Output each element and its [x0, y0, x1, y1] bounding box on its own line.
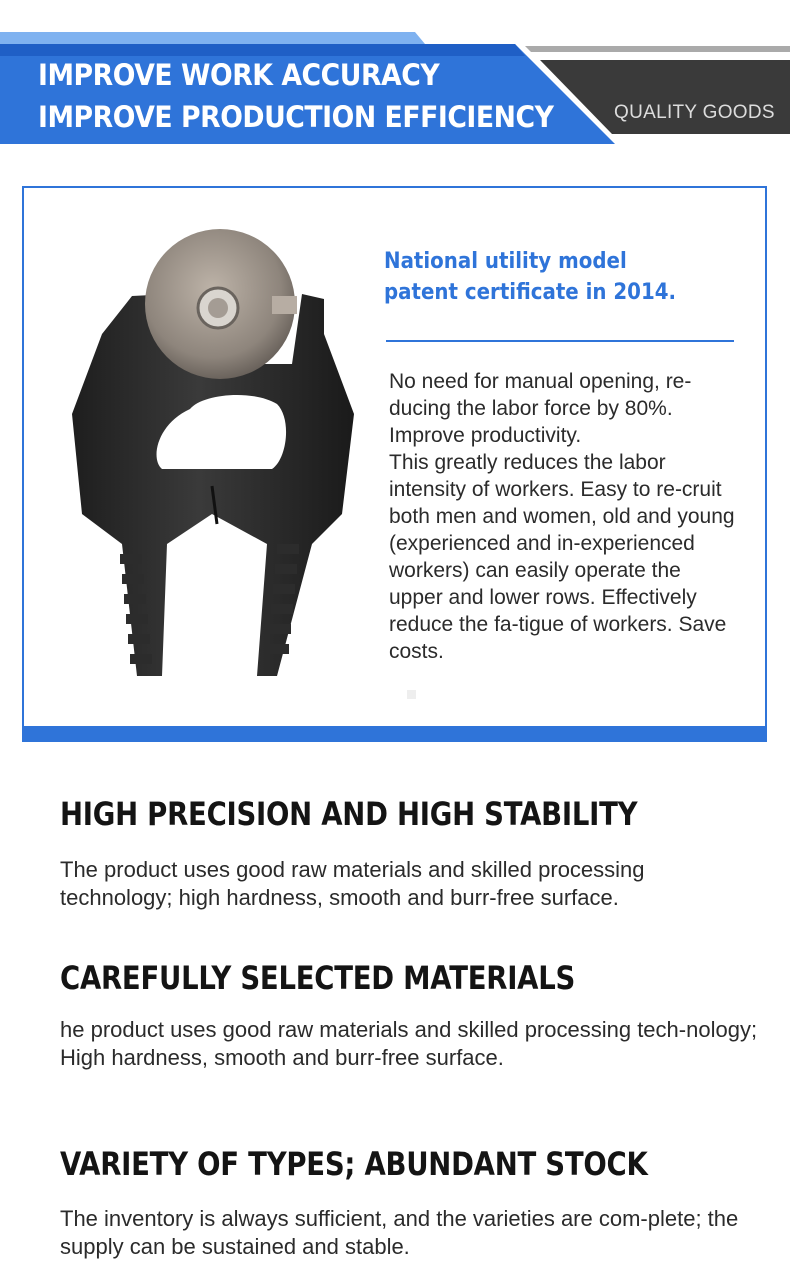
quality-goods-tag: QUALITY GOODS	[614, 102, 775, 123]
banner-title-line-1: IMPROVE WORK ACCURACY	[38, 58, 440, 92]
header-banner	[0, 0, 790, 150]
patent-heading: National utility model patent certificate in 2014.	[384, 249, 677, 305]
section-title-materials: CAREFULLY SELECTED MATERIALS	[60, 959, 576, 997]
feature-body	[389, 368, 739, 665]
feature-body-line-2: This greatly reduces the labor intensity of workers. Easy to re-cruit both men and women, old and young (experienced and in-experienced workers) can easily operate the upper and lower rows. Effectively reduce the fa-tigue of workers. Save costs.	[389, 451, 735, 663]
feature-card-bottom-bar	[22, 726, 767, 742]
feature-divider	[386, 340, 734, 342]
feature-body-line-1: No need for manual opening, re-ducing the labor force by 80%. Improve productivity.	[389, 370, 692, 447]
decorative-dot	[407, 690, 416, 699]
section-text-materials	[60, 1016, 760, 1072]
section-text-materials-line-1: he product uses good raw materials and skilled processing tech-nology;	[60, 1017, 758, 1042]
section-text-precision: The product uses good raw materials and skilled processing technology; high hardness, smooth and burr-free surface.	[60, 857, 645, 910]
section-title-precision: HIGH PRECISION AND HIGH STABILITY	[60, 795, 638, 833]
banner-title-line-2: IMPROVE PRODUCTION EFFICIENCY	[38, 100, 554, 134]
section-text-materials-line-2: High hardness, smooth and burr-free surface.	[60, 1045, 504, 1070]
section-title-stock: VARIETY OF TYPES; ABUNDANT STOCK	[60, 1145, 648, 1183]
section-text-stock: The inventory is always sufficient, and the varieties are com-plete; the supply can be sustained and stable.	[60, 1206, 739, 1259]
banner-title	[38, 54, 554, 138]
clamp-tool-image	[62, 224, 372, 684]
